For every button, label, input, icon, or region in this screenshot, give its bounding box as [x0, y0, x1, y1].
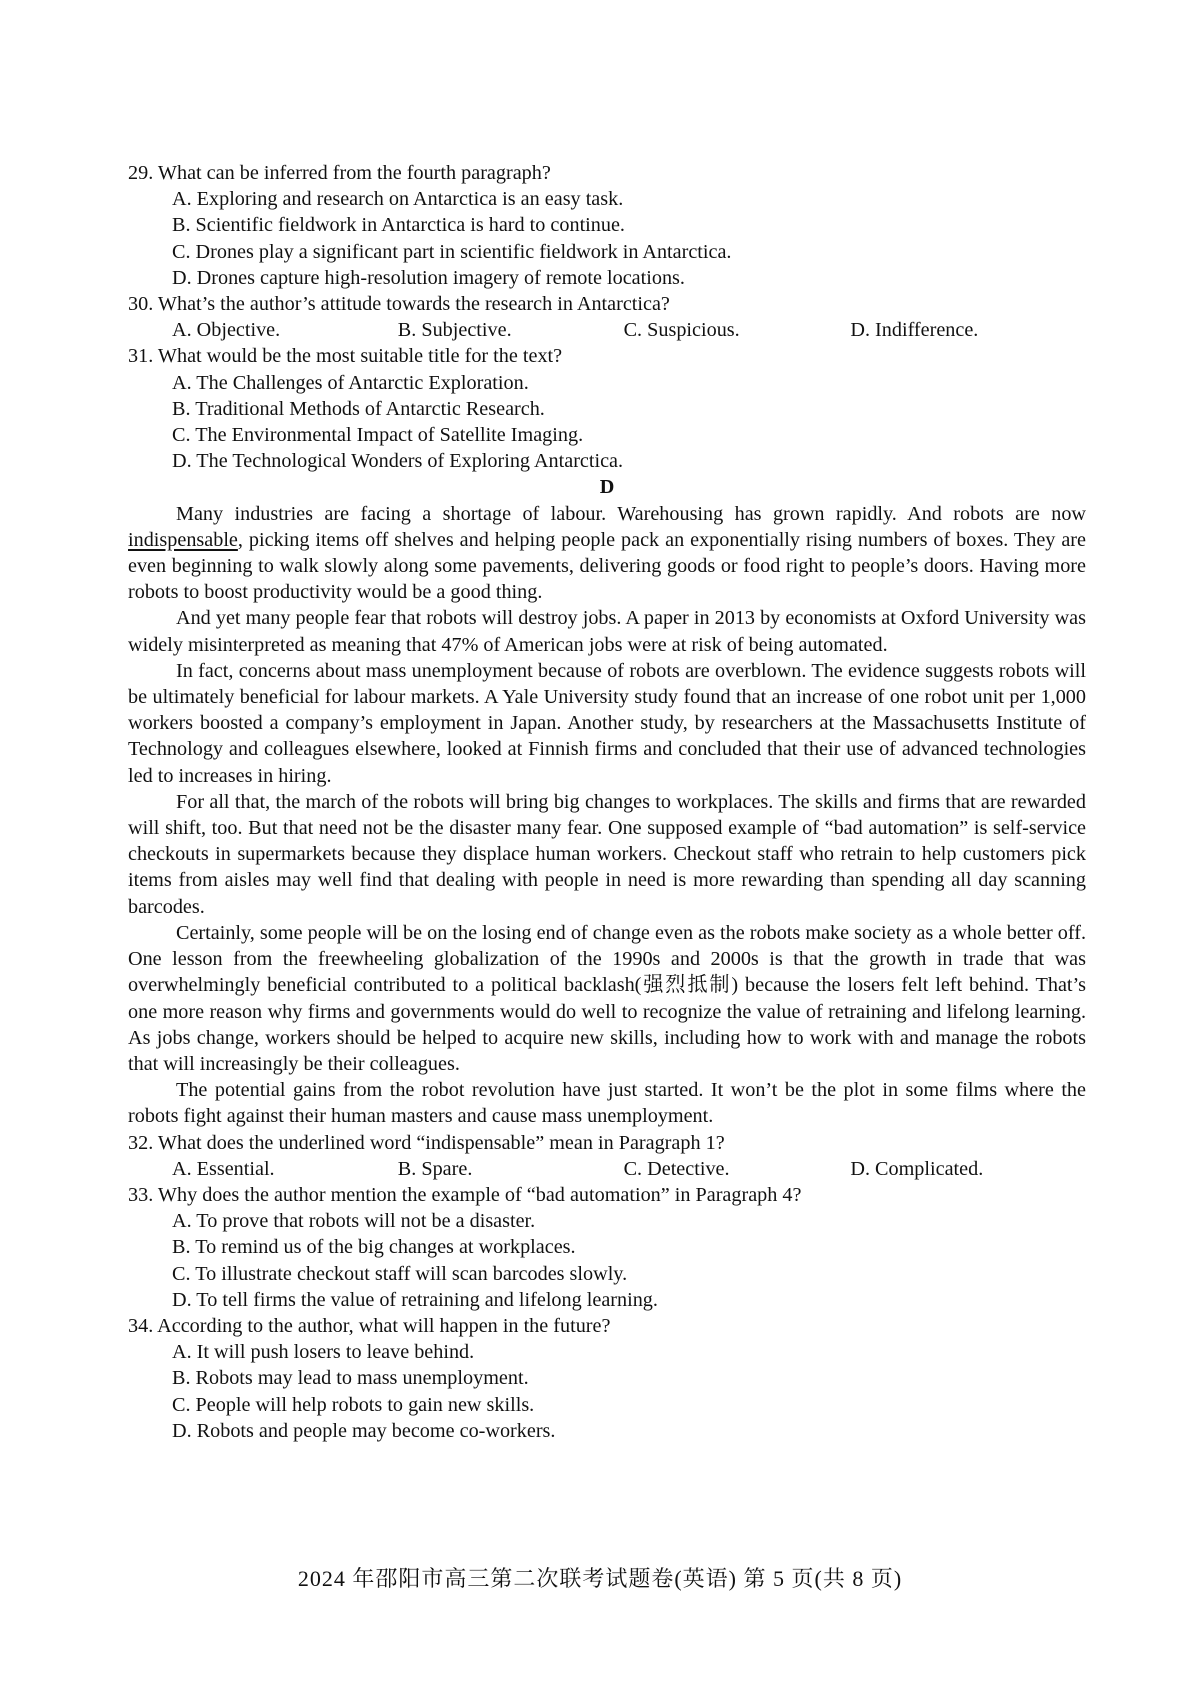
option-c: C. Drones play a significant part in scientific fieldwork in Antarctica.	[172, 240, 732, 263]
option-d: D. Robots and people may become co-workers.	[172, 1419, 556, 1442]
option-c: C. To illustrate checkout staff will scan barcodes slowly.	[172, 1262, 628, 1285]
option-a: A. It will push losers to leave behind.	[172, 1341, 475, 1364]
option-a: A. To prove that robots will not be a disaster.	[172, 1210, 536, 1233]
option-d: D. Complicated.	[850, 1157, 984, 1180]
question-stem: 30. What’s the author’s attitude towards the research in Antarctica?	[128, 293, 670, 316]
option-a: A. Objective.	[172, 319, 281, 342]
option-d: D. Drones capture high-resolution imagery of remote locations.	[172, 266, 685, 289]
option-d: D. The Technological Wonders of Exploring Antarctica.	[172, 450, 624, 473]
paragraph-1-start: Many industries are facing a shortage of labour. Warehousing has grown rapidly. And robots are now	[176, 502, 1086, 525]
option-d: D. To tell firms the value of retraining and lifelong learning.	[172, 1288, 658, 1311]
option-b: B. Traditional Methods of Antarctic Research.	[172, 397, 545, 420]
option-a: A. Essential.	[172, 1157, 275, 1180]
option-a: A. The Challenges of Antarctic Exploration.	[172, 371, 529, 394]
underlined-word: indispensable	[128, 528, 238, 551]
question-stem: 29. What can be inferred from the fourth paragraph?	[128, 162, 551, 184]
question-33	[128, 1182, 1086, 1313]
option-c: C. Suspicious.	[623, 319, 740, 342]
page-footer: 2024 年邵阳市高三第二次联考试题卷(英语) 第 5 页(共 8 页)	[297, 1566, 903, 1591]
paragraph-1	[128, 501, 1086, 606]
page-content	[128, 160, 1086, 1444]
question-29	[128, 160, 1086, 291]
paragraph-3: In fact, concerns about mass unemployment because of robots are overblown. The evidence suggests robots will be ultimately beneficial for labour markets. A Yale University study found that an increase of one robot unit per 1,000 workers boosted a company’s employment in Japan. Another study, by researchers at the Massachusetts Institute of Technology and colleagues elsewhere, looked at Finnish firms and concluded that their use of advanced technologies led to increases in hiring.	[128, 659, 1086, 787]
question-30	[128, 291, 1086, 343]
section-title: D	[599, 476, 615, 499]
options-row	[128, 1156, 1086, 1182]
question-stem: 34. According to the author, what will happen in the future?	[128, 1314, 611, 1337]
question-stem: 32. What does the underlined word “indispensable” mean in Paragraph 1?	[128, 1131, 725, 1154]
option-c: C. Detective.	[623, 1157, 730, 1180]
option-d: D. Indifference.	[850, 319, 979, 342]
option-b: B. Subjective.	[397, 319, 512, 342]
option-c: C. The Environmental Impact of Satellite Imaging.	[172, 424, 584, 447]
option-b: B. To remind us of the big changes at workplaces.	[172, 1236, 576, 1259]
options-row	[128, 317, 1086, 343]
paragraph-5: Certainly, some people will be on the losing end of change even as the robots make society as a whole better off. One lesson from the freewheeling globalization of the 1990s and 2000s is that the growth in trade that was overwhelmingly beneficial contributed to a political backlash(强烈抵制) because the losers felt left behind. That’s one more reason why firms and governments would do well to recognize the value of retraining and lifelong learning. As jobs change, workers should be helped to acquire new skills, including how to work with and manage the robots that will increasingly be their colleagues.	[128, 921, 1086, 1075]
question-31	[128, 343, 1086, 474]
paragraph-1-end: , picking items off shelves and helping people pack an exponentially rising numbers of boxes. They are even beginning to walk slowly along some pavements, delivering goods or food right to people’s doors. Having more robots to boost productivity would be a good thing.	[128, 528, 1086, 604]
option-b: B. Spare.	[397, 1157, 473, 1180]
option-b: B. Scientific fieldwork in Antarctica is hard to continue.	[172, 214, 625, 237]
paragraph-6: The potential gains from the robot revolution have just started. It won’t be the plot in some films where the robots fight against their human masters and cause mass unemployment.	[128, 1079, 1086, 1128]
reading-passage	[128, 501, 1086, 1130]
paragraph-4: For all that, the march of the robots will bring big changes to workplaces. The skills and firms that are rewarded will shift, too. But that need not be the disaster many fear. One supposed example of “bad automation” is self-service checkouts in supermarkets because they displace human workers. Checkout staff who retrain to help customers pick items from aisles may well find that dealing with people in need is more rewarding than spending all day scanning barcodes.	[128, 790, 1086, 918]
question-stem: 33. Why does the author mention the example of “bad automation” in Paragraph 4?	[128, 1183, 802, 1206]
question-32	[128, 1130, 1086, 1182]
question-stem: 31. What would be the most suitable title for the text?	[128, 345, 563, 368]
option-c: C. People will help robots to gain new skills.	[172, 1393, 535, 1416]
option-a: A. Exploring and research on Antarctica is an easy task.	[172, 188, 624, 211]
option-b: B. Robots may lead to mass unemployment.	[172, 1367, 529, 1390]
question-34	[128, 1313, 1086, 1444]
paragraph-2: And yet many people fear that robots will destroy jobs. A paper in 2013 by economists at Oxford University was widely misinterpreted as meaning that 47% of American jobs were at risk of being automated.	[128, 607, 1086, 656]
